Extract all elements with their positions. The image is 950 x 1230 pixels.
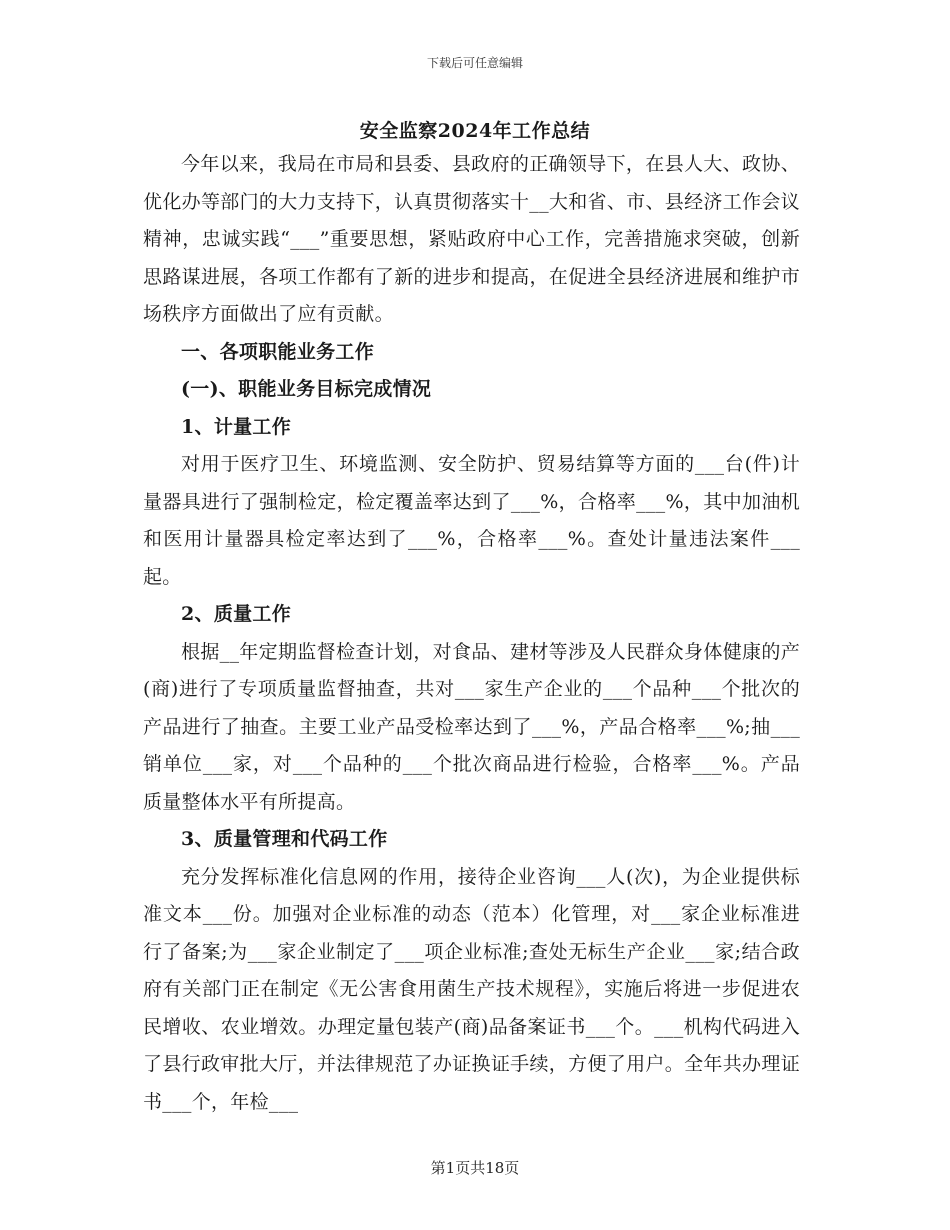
document-title: 安全监察2024年工作总结 [359, 120, 591, 142]
document-body [143, 146, 800, 1121]
item-paragraph-quality: 根据__年定期监督检查计划，对食品、建材等涉及人民群众身体健康的产(商)进行了专项质量监督抽查，共对___家生产企业的___个品种___个批次的产品进行了抽查。主要工业产品受检率达到了___%，产品合格率___%;抽___销单位___家，对___个品种的___个批次商品进行检验，合格率___%。产品质量整体水平有所提高。 [143, 640, 800, 813]
item-paragraph-quality-management: 充分发挥标准化信息网的作用，接待企业咨询___人(次)，为企业提供标准文本___份。加强对企业标准的动态（范本）化管理，对___家企业标准进行了备案;为___家企业制定了___项企业标准;查处无标生产企业___家;结合政府有关部门正在制定《无公害食用菌生产技术规程》，实施后将进一步促进农民增收、农业增效。办理定量包装产(商)品备案证书___个。___机构代码进入了县行政审批大厅，并法律规范了办证换证手续，方便了用户。全年共办理证书___个，年检___ [143, 865, 800, 1113]
page-header-note: 下载后可任意编辑 [426, 56, 523, 70]
page-number: 第1页共18页 [430, 1159, 520, 1177]
intro-paragraph: 今年以来，我局在市局和县委、县政府的正确领导下，在县人大、政协、优化办等部门的大力支持下，认真贯彻落实十__大和省、市、县经济工作会议精神，忠诚实践“___”重要思想，紧贴政府中心工作，完善措施求突破，创新思路谋进展，各项工作都有了新的进步和提高，在促进全县经济进展和维护市场秩序方面做出了应有贡献。 [143, 153, 800, 325]
item-paragraph-metrology: 对用于医疗卫生、环境监测、安全防护、贸易结算等方面的___台(件)计量器具进行了强制检定，检定覆盖率达到了___%，合格率___%，其中加油机和医用计量器具检定率达到了___%，合格率___%。查处计量违法案件___起。 [143, 453, 800, 588]
item-heading-quality: 2、质量工作 [181, 603, 292, 625]
item-heading-metrology: 1、计量工作 [181, 415, 292, 438]
subsection-heading: (一)、职能业务目标完成情况 [181, 378, 432, 400]
item-heading-quality-management: 3、质量管理和代码工作 [181, 828, 388, 850]
section-heading: 一、各项职能业务工作 [181, 340, 375, 363]
